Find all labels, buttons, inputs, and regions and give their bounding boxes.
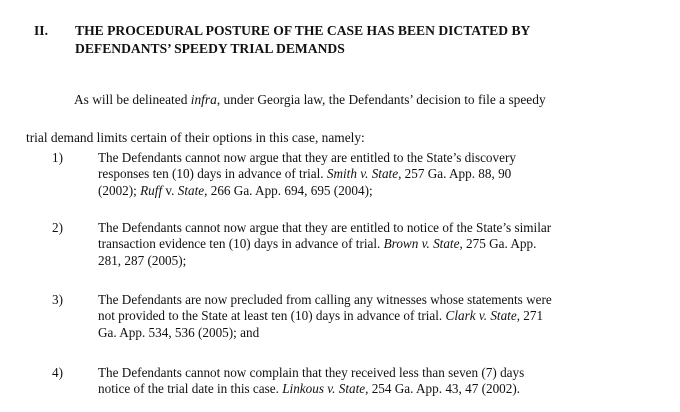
text: (2002); <box>98 182 141 198</box>
line: The Defendants cannot now argue that they are entitled to the State’s discovery <box>98 150 516 165</box>
intro-line-2: trial demand limits certain of their options in this case, namely: <box>26 130 365 145</box>
list-item-text <box>98 150 644 199</box>
case-citation: Ruff <box>140 182 163 198</box>
section-title-line-1: THE PROCEDURAL POSTURE OF THE CASE HAS BEEN DICTATED BY <box>75 23 531 38</box>
list-item-number: 2) <box>52 220 63 235</box>
text: , 271 <box>516 308 544 324</box>
text: not provided to the State at least ten (10) days in advance of trial. <box>98 308 446 324</box>
line <box>98 308 644 324</box>
section-title <box>75 22 655 58</box>
case-citation: Brown v. State <box>383 236 460 252</box>
case-citation: Smith v. State <box>326 166 399 182</box>
line: The Defendants cannot now complain that they received less than seven (7) days <box>98 365 525 380</box>
text: transaction evidence ten (10) days in advance of trial. <box>98 236 384 252</box>
section-number: II. <box>34 23 48 38</box>
line: The Defendants are now precluded from calling any witnesses whose statements were <box>98 292 552 307</box>
text: , 254 Ga. App. 43, 47 (2002). <box>365 381 521 397</box>
text: responses ten (10) days in advance of trial. <box>98 166 327 182</box>
line: Ga. App. 534, 536 (2005); and <box>98 324 260 340</box>
line: 281, 287 (2005); <box>98 252 187 268</box>
list-item-number: 4) <box>52 365 63 380</box>
case-citation: State <box>177 182 205 198</box>
list-item-number: 1) <box>52 150 63 165</box>
text: v. <box>162 182 178 198</box>
text: , 266 Ga. App. 694, 695 (2004); <box>204 182 373 198</box>
line: The Defendants cannot now argue that they are entitled to notice of the State’s similar <box>98 220 552 235</box>
line <box>98 166 644 182</box>
list-item-text <box>98 365 644 398</box>
text: notice of the trial date in this case. <box>98 381 283 397</box>
case-citation: Clark v. State <box>445 308 517 324</box>
line <box>98 381 644 397</box>
intro-text-a: As will be delineated <box>74 92 191 107</box>
list-item-number: 3) <box>52 292 63 307</box>
line <box>98 183 644 199</box>
list-item-text <box>98 292 644 341</box>
text: , 275 Ga. App. <box>459 236 537 252</box>
list-item-text <box>98 220 644 269</box>
text: , 257 Ga. App. 88, 90 <box>398 166 512 182</box>
line <box>98 236 644 252</box>
intro-text-b: , under Georgia law, the Defendants’ decision to file a speedy <box>216 92 546 107</box>
infra-word: infra <box>190 92 217 107</box>
intro-paragraph <box>26 78 656 160</box>
case-citation: Linkous v. State <box>282 381 366 397</box>
section-title-line-2: DEFENDANTS’ SPEEDY TRIAL DEMANDS <box>75 41 345 56</box>
